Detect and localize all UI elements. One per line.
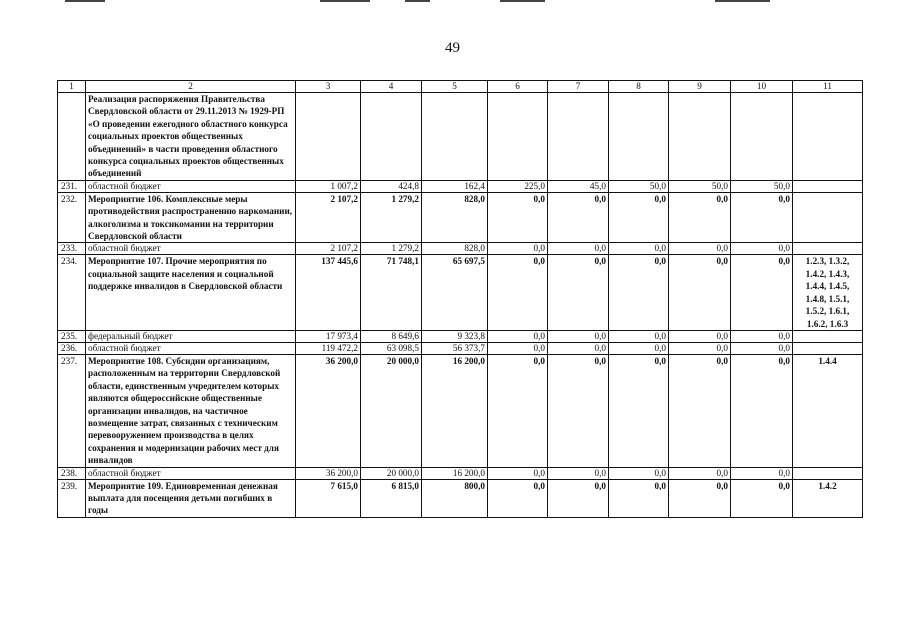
row-number-cell: 238. [58, 467, 86, 479]
value-cell: 0,0 [488, 479, 548, 517]
value-cell: 0,0 [548, 479, 609, 517]
row-description-cell: Реализация распоряжения Правительства Свердловской области от 29.11.2013 № 1929-РП «О проведении ежегодного областного конкурса социальных проектов общественных объединений» в части проведения областного конкурса социальных проектов общественных объединений [86, 93, 296, 181]
value-cell: 45,0 [548, 180, 609, 192]
value-cell: 0,0 [609, 330, 669, 342]
row-number-cell: 232. [58, 192, 86, 243]
value-cell [361, 93, 422, 181]
value-cell: 56 373,7 [422, 342, 488, 354]
header-cell: 5 [422, 81, 488, 93]
table-row [58, 243, 863, 255]
value-cell: 0,0 [731, 255, 793, 330]
value-cell [731, 93, 793, 181]
row-description-cell: областной бюджет [86, 243, 296, 255]
value-cell: 63 098,5 [361, 342, 422, 354]
target-indicator-cell [793, 243, 863, 255]
value-cell: 0,0 [609, 243, 669, 255]
table-row [58, 354, 863, 467]
value-cell: 0,0 [669, 255, 731, 330]
value-cell: 36 200,0 [296, 354, 361, 467]
page-number: 49 [445, 40, 460, 56]
table-row [58, 479, 863, 517]
value-cell: 0,0 [731, 354, 793, 467]
target-indicator-cell [793, 192, 863, 243]
scan-top-edge-marks [0, 0, 905, 4]
value-cell: 0,0 [669, 243, 731, 255]
value-cell: 0,0 [548, 192, 609, 243]
header-cell: 2 [86, 81, 296, 93]
value-cell: 0,0 [488, 342, 548, 354]
row-description-cell: Мероприятие 106. Комплексные меры противодействия распространению наркомании, алкоголизма и токсикомании на территории Свердловской области [86, 192, 296, 243]
value-cell: 0,0 [488, 330, 548, 342]
value-cell: 0,0 [488, 255, 548, 330]
target-indicator-cell: 1.4.2 [793, 479, 863, 517]
value-cell: 50,0 [669, 180, 731, 192]
value-cell: 0,0 [669, 354, 731, 467]
header-cell: 7 [548, 81, 609, 93]
table-header-row [58, 81, 863, 93]
value-cell: 0,0 [488, 192, 548, 243]
value-cell: 828,0 [422, 192, 488, 243]
value-cell: 0,0 [609, 479, 669, 517]
table-row [58, 192, 863, 243]
value-cell: 0,0 [609, 192, 669, 243]
value-cell: 0,0 [731, 192, 793, 243]
target-indicator-cell [793, 93, 863, 181]
value-cell: 2 107,2 [296, 243, 361, 255]
header-cell: 11 [793, 81, 863, 93]
value-cell: 828,0 [422, 243, 488, 255]
table-row [58, 467, 863, 479]
value-cell: 0,0 [548, 255, 609, 330]
value-cell: 0,0 [548, 467, 609, 479]
value-cell [548, 93, 609, 181]
row-description-cell: федеральный бюджет [86, 330, 296, 342]
header-cell: 1 [58, 81, 86, 93]
value-cell: 20 000,0 [361, 467, 422, 479]
table-body [58, 81, 863, 518]
value-cell: 0,0 [488, 354, 548, 467]
value-cell: 36 200,0 [296, 467, 361, 479]
value-cell: 162,4 [422, 180, 488, 192]
target-indicator-cell [793, 180, 863, 192]
row-number-cell: 233. [58, 243, 86, 255]
value-cell: 65 697,5 [422, 255, 488, 330]
value-cell: 0,0 [731, 467, 793, 479]
table-row [58, 180, 863, 192]
table-row [58, 330, 863, 342]
header-cell: 4 [361, 81, 422, 93]
row-number-cell: 239. [58, 479, 86, 517]
header-cell: 6 [488, 81, 548, 93]
value-cell: 0,0 [609, 354, 669, 467]
value-cell: 0,0 [669, 342, 731, 354]
value-cell [296, 93, 361, 181]
row-description-cell: Мероприятие 107. Прочие мероприятия по социальной защите населения и социальной поддержке инвалидов в Свердловской области [86, 255, 296, 330]
value-cell: 17 973,4 [296, 330, 361, 342]
value-cell: 0,0 [669, 467, 731, 479]
value-cell: 0,0 [488, 467, 548, 479]
header-cell: 10 [731, 81, 793, 93]
row-description-cell: Мероприятие 108. Субсидии организациям, расположенным на территории Свердловской области, единственным учредителем которых являются общероссийские общественные организации инвалидов, на частичное возмещение затрат, связанных с техническим перевооружением производства в целях сохранения и модернизации рабочих мест для инвалидов [86, 354, 296, 467]
value-cell: 50,0 [731, 180, 793, 192]
value-cell: 16 200,0 [422, 354, 488, 467]
row-description-cell: областной бюджет [86, 342, 296, 354]
table-row [58, 255, 863, 330]
value-cell: 6 815,0 [361, 479, 422, 517]
value-cell [488, 93, 548, 181]
value-cell: 0,0 [669, 192, 731, 243]
value-cell [669, 93, 731, 181]
value-cell: 0,0 [731, 330, 793, 342]
value-cell: 1 279,2 [361, 243, 422, 255]
row-number-cell: 237. [58, 354, 86, 467]
value-cell: 137 445,6 [296, 255, 361, 330]
value-cell: 0,0 [548, 243, 609, 255]
value-cell: 1 007,2 [296, 180, 361, 192]
value-cell [422, 93, 488, 181]
value-cell: 9 323,8 [422, 330, 488, 342]
value-cell: 0,0 [609, 255, 669, 330]
row-number-cell: 235. [58, 330, 86, 342]
target-indicator-cell: 1.2.3, 1.3.2, 1.4.2, 1.4.3, 1.4.4, 1.4.5, 1.4.8, 1.5.1, 1.5.2, 1.6.1, 1.6.2, 1.6.3 [793, 255, 863, 330]
value-cell: 16 200,0 [422, 467, 488, 479]
target-indicator-cell [793, 467, 863, 479]
target-indicator-cell [793, 342, 863, 354]
value-cell: 0,0 [609, 342, 669, 354]
row-number-cell: 231. [58, 180, 86, 192]
table-row [58, 342, 863, 354]
value-cell: 0,0 [609, 467, 669, 479]
row-description-cell: областной бюджет [86, 467, 296, 479]
value-cell: 20 000,0 [361, 354, 422, 467]
target-indicator-cell: 1.4.4 [793, 354, 863, 467]
value-cell: 0,0 [669, 479, 731, 517]
row-number-cell: 234. [58, 255, 86, 330]
value-cell: 7 615,0 [296, 479, 361, 517]
value-cell: 50,0 [609, 180, 669, 192]
value-cell: 0,0 [669, 330, 731, 342]
row-number-cell: 236. [58, 342, 86, 354]
value-cell: 0,0 [488, 243, 548, 255]
value-cell: 0,0 [548, 342, 609, 354]
target-indicator-cell [793, 330, 863, 342]
row-description-cell: Мероприятие 109. Единовременная денежная выплата для посещения детьми погибших в годы [86, 479, 296, 517]
value-cell: 1 279,2 [361, 192, 422, 243]
value-cell: 225,0 [488, 180, 548, 192]
value-cell: 0,0 [548, 330, 609, 342]
value-cell: 0,0 [731, 342, 793, 354]
budget-table [57, 80, 863, 518]
table-row [58, 93, 863, 181]
value-cell: 0,0 [731, 243, 793, 255]
row-number-cell [58, 93, 86, 181]
row-description-cell: областной бюджет [86, 180, 296, 192]
header-cell: 9 [669, 81, 731, 93]
value-cell: 8 649,6 [361, 330, 422, 342]
header-cell: 8 [609, 81, 669, 93]
value-cell: 800,0 [422, 479, 488, 517]
value-cell: 119 472,2 [296, 342, 361, 354]
header-cell: 3 [296, 81, 361, 93]
value-cell: 0,0 [731, 479, 793, 517]
value-cell: 424,8 [361, 180, 422, 192]
value-cell: 2 107,2 [296, 192, 361, 243]
value-cell: 0,0 [548, 354, 609, 467]
value-cell: 71 748,1 [361, 255, 422, 330]
value-cell [609, 93, 669, 181]
